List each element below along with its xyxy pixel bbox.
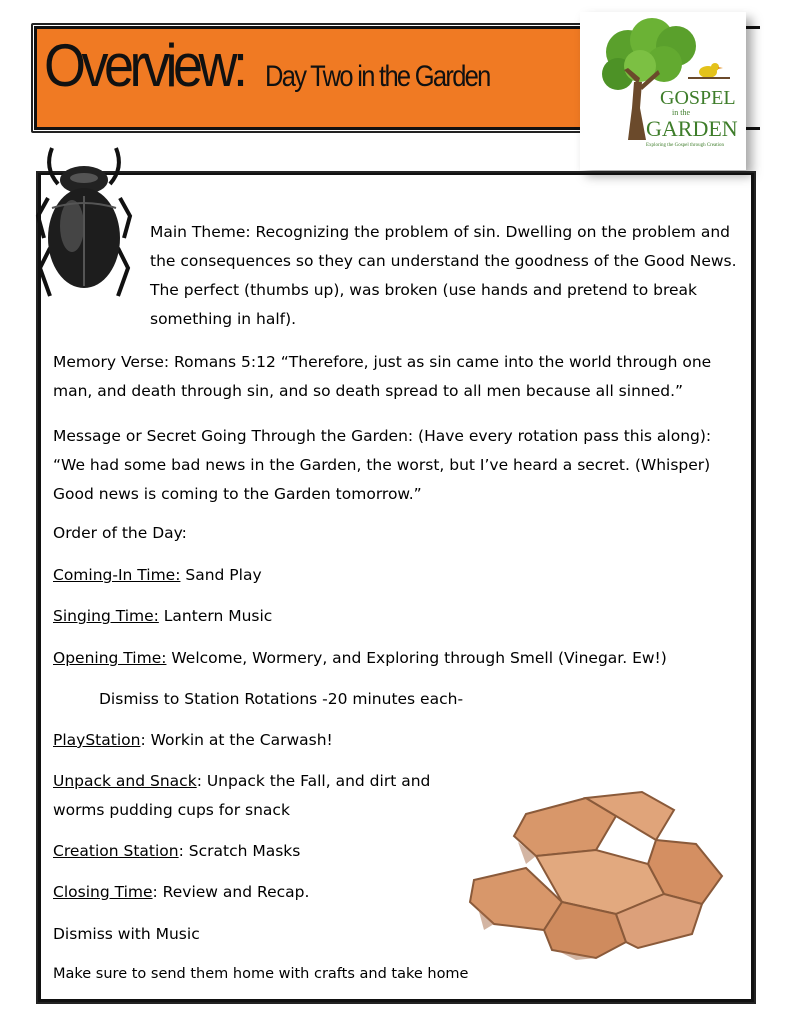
logo [580, 12, 746, 170]
station-label: Creation Station [53, 842, 179, 860]
station-unpack-snack [53, 767, 430, 796]
schedule-singing [53, 602, 272, 631]
schedule-coming-in [53, 561, 262, 590]
station-text: : Review and Recap. [152, 883, 310, 901]
schedule-label: Coming-In Time: [53, 566, 181, 584]
tree-trunk-icon [628, 82, 646, 140]
gospel-garden-logo [580, 12, 746, 170]
stepping-stones-icon [466, 784, 728, 960]
dismiss-rotations: Dismiss to Station Rotations -20 minutes each- [99, 690, 464, 708]
logo-word-garden: GARDEN [646, 116, 738, 141]
page-subtitle: Day Two in the Garden [265, 60, 490, 93]
station-playstation [53, 726, 333, 755]
logo-tagline: Exploring the Gospel through Creation [646, 143, 725, 148]
bird-icon [688, 63, 730, 78]
secret-message: Message or Secret Going Through the Garden: (Have every rotation pass this along): “We had some bad news in the Garden, the worst, but I’ve heard a secret. (Whisper) Good news is coming to the Garden tomorrow.” [53, 427, 712, 503]
dismiss-music: Dismiss with Music [53, 925, 200, 943]
schedule-text: Welcome, Wormery, and Exploring through Smell (Vinegar. Ew!) [166, 649, 667, 667]
station-creation [53, 837, 300, 866]
logo-word-in-the: in the [672, 108, 690, 117]
station-text: : Scratch Masks [178, 842, 301, 860]
station-text: : Unpack the Fall, and dirt and [196, 772, 431, 790]
schedule-label: Singing Time: [53, 607, 159, 625]
schedule-text: Lantern Music [158, 607, 273, 625]
station-label: PlayStation [53, 731, 141, 749]
station-label: Closing Time [53, 883, 153, 901]
main-theme: Main Theme: Recognizing the problem of sin. Dwelling on the problem and the consequences so they can understand the goodness of the Good News. The perfect (thumbs up), was broken (use hands and pretend to break something in half). [150, 223, 737, 328]
station-closing [53, 878, 309, 907]
logo-word-gospel: GOSPEL [660, 87, 736, 109]
station-text: : Workin at the Carwash! [140, 731, 333, 749]
schedule-opening [53, 644, 667, 673]
memory-verse: Memory Verse: Romans 5:12 “Therefore, just as sin came into the world through one man, and death through sin, and so death spread to all men because all sinned.” [53, 353, 712, 400]
page-title: Overview: [44, 32, 244, 99]
order-heading: Order of the Day: [53, 524, 187, 542]
send-home-note: Make sure to send them home with crafts and take home [53, 966, 469, 982]
schedule-text: Sand Play [180, 566, 262, 584]
station-label: Unpack and Snack [53, 772, 197, 790]
station-unpack-snack-line2: worms pudding cups for snack [53, 801, 290, 819]
schedule-label: Opening Time: [53, 649, 167, 667]
scarab-beetle-icon [34, 138, 134, 302]
